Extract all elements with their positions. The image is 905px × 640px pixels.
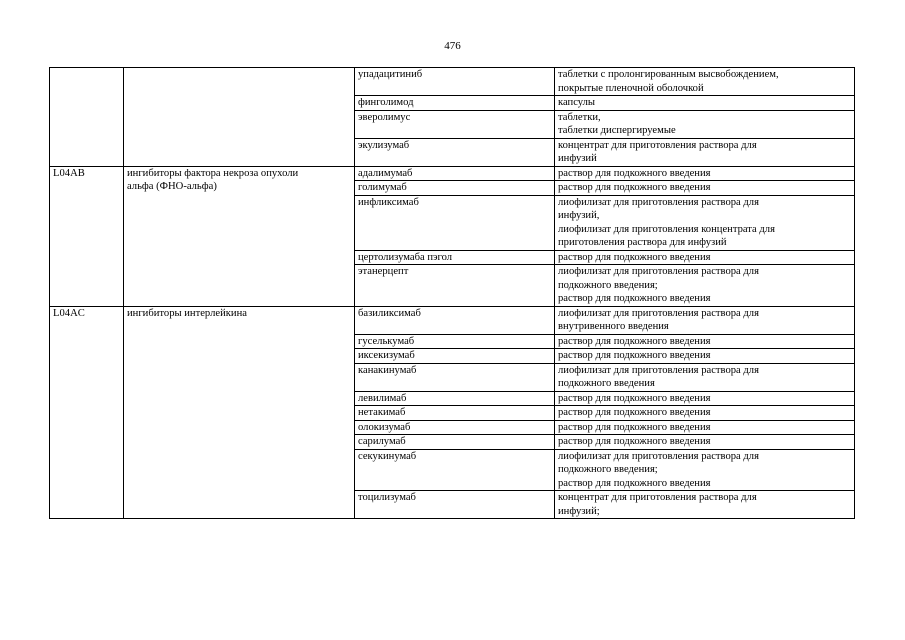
dosage-form-cell: раствор для подкожного введения — [555, 334, 855, 349]
group-name-cell — [124, 68, 355, 167]
drug-name-cell: базиликсимаб — [355, 306, 555, 334]
dosage-form-cell: раствор для подкожного введения — [555, 420, 855, 435]
drug-name-cell: цертолизумаба пэгол — [355, 250, 555, 265]
drug-name-cell: финголимод — [355, 96, 555, 111]
atc-code-cell: L04AC — [50, 306, 124, 519]
drug-name-cell: канакинумаб — [355, 363, 555, 391]
drug-name-cell: экулизумаб — [355, 138, 555, 166]
drug-table — [49, 67, 855, 519]
drug-name-cell: секукинумаб — [355, 449, 555, 491]
dosage-form-cell: раствор для подкожного введения — [555, 349, 855, 364]
drug-name-cell: тоцилизумаб — [355, 491, 555, 519]
drug-name-cell: инфликсимаб — [355, 195, 555, 250]
drug-name-cell: упадацитиниб — [355, 68, 555, 96]
dosage-form-cell: концентрат для приготовления раствора для инфузий — [555, 138, 855, 166]
dosage-form-cell: лиофилизат для приготовления раствора для инфузий, лиофилизат для приготовления концентрата для приготовления раствора для инфузий — [555, 195, 855, 250]
page-number: 476 — [444, 40, 461, 52]
drug-name-cell: олокизумаб — [355, 420, 555, 435]
drug-name-cell: адалимумаб — [355, 166, 555, 181]
dosage-form-cell: концентрат для приготовления раствора для инфузий; — [555, 491, 855, 519]
dosage-form-cell: лиофилизат для приготовления раствора для подкожного введения; раствор для подкожного введения — [555, 449, 855, 491]
dosage-form-cell: раствор для подкожного введения — [555, 435, 855, 450]
atc-code-cell — [50, 68, 124, 167]
group-name-cell: ингибиторы интерлейкина — [124, 306, 355, 519]
dosage-form-cell: раствор для подкожного введения — [555, 250, 855, 265]
dosage-form-cell: таблетки с пролонгированным высвобождением, покрытые пленочной оболочкой — [555, 68, 855, 96]
table-row — [50, 166, 855, 181]
group-name-cell: ингибиторы фактора некроза опухоли альфа (ФНО-альфа) — [124, 166, 355, 306]
drug-name-cell: голимумаб — [355, 181, 555, 196]
dosage-form-cell: раствор для подкожного введения — [555, 181, 855, 196]
dosage-form-cell: лиофилизат для приготовления раствора для внутривенного введения — [555, 306, 855, 334]
drug-name-cell: гуселькумаб — [355, 334, 555, 349]
dosage-form-cell: лиофилизат для приготовления раствора для подкожного введения; раствор для подкожного введения — [555, 265, 855, 307]
dosage-form-cell: раствор для подкожного введения — [555, 406, 855, 421]
drug-name-cell: левилимаб — [355, 391, 555, 406]
dosage-form-cell: раствор для подкожного введения — [555, 391, 855, 406]
dosage-form-cell: лиофилизат для приготовления раствора для подкожного введения — [555, 363, 855, 391]
dosage-form-cell: капсулы — [555, 96, 855, 111]
dosage-form-cell: раствор для подкожного введения — [555, 166, 855, 181]
table-row — [50, 68, 855, 96]
atc-code-cell: L04AB — [50, 166, 124, 306]
drug-name-cell: иксекизумаб — [355, 349, 555, 364]
dosage-form-cell: таблетки, таблетки диспергируемые — [555, 110, 855, 138]
table-row — [50, 306, 855, 334]
drug-name-cell: сарилумаб — [355, 435, 555, 450]
drug-name-cell: этанерцепт — [355, 265, 555, 307]
drug-name-cell: нетакимаб — [355, 406, 555, 421]
drug-name-cell: эверолимус — [355, 110, 555, 138]
